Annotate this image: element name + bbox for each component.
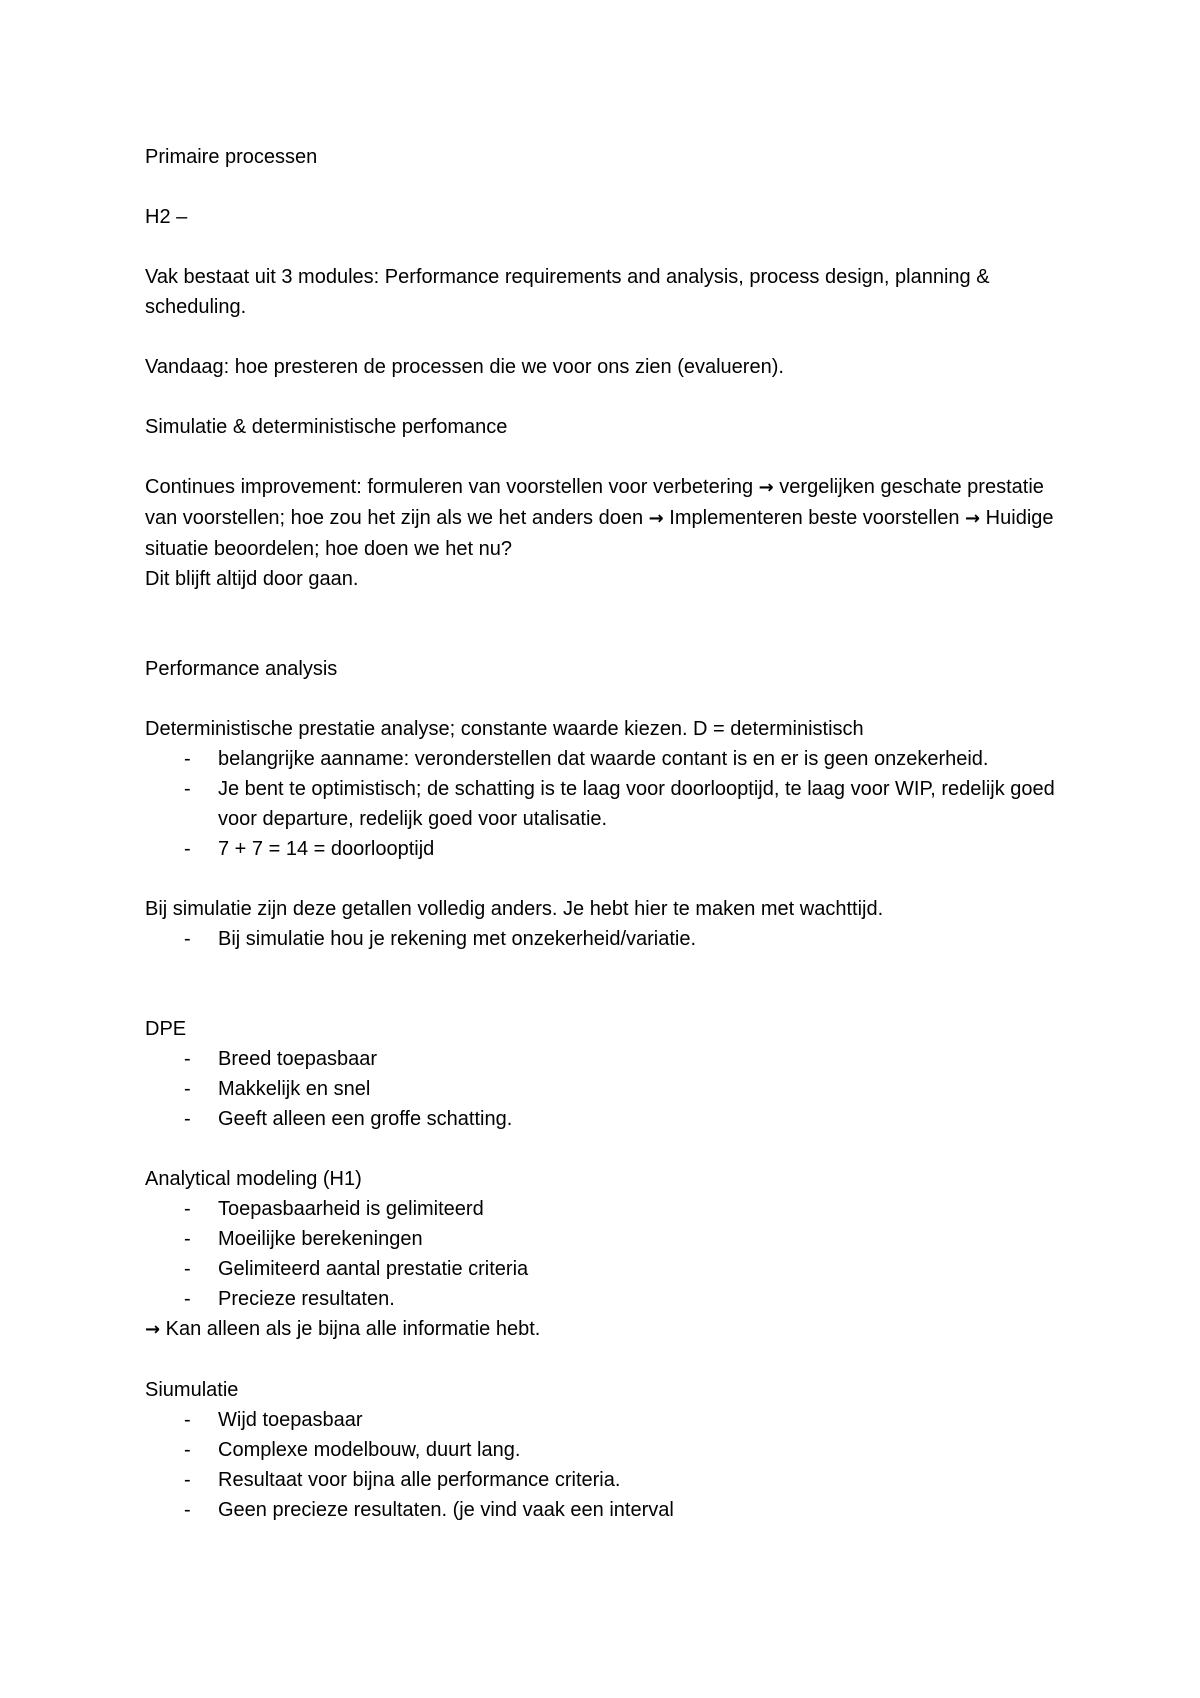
list-item: - Geeft alleen een groffe schatting. [145, 1104, 1075, 1134]
list-item: - Wijd toepasbaar [145, 1405, 1075, 1435]
list-item: - Breed toepasbaar [145, 1044, 1075, 1074]
list-item: - Precieze resultaten. [145, 1284, 1075, 1314]
list-item: - Resultaat voor bijna alle performance criteria. [145, 1465, 1075, 1495]
dpa-intro: Deterministische prestatie analyse; constante waarde kiezen. D = deterministisch [145, 718, 864, 740]
list-item: - Gelimiteerd aantal prestatie criteria [145, 1254, 1075, 1284]
document-page [145, 142, 1075, 1525]
list-item: - 7 + 7 = 14 = doorlooptijd [145, 834, 1075, 864]
arrow-right-icon: → [648, 508, 664, 529]
siumulatie-list [145, 1405, 1075, 1525]
arrow-right-icon: → [965, 508, 981, 529]
list-item: - belangrijke aanname: veronderstellen dat waarde contant is en er is geen onzekerheid. [145, 744, 1075, 774]
ci-last-line: Dit blijft altijd door gaan. [145, 568, 359, 590]
am-note-text: Kan alleen als je bijna alle informatie hebt. [160, 1318, 541, 1340]
ci-text-4: Huidige situatie beoordelen; hoe doen we het nu? [145, 507, 1054, 560]
list-item: - Geen precieze resultaten. (je vind vaak een interval [145, 1495, 1075, 1525]
chapter-label: H2 – [145, 206, 188, 228]
today-paragraph: Vandaag: hoe presteren de processen die we voor ons zien (evalueren). [145, 356, 784, 378]
simulation-list [145, 924, 1075, 954]
siumulatie-heading: Siumulatie [145, 1379, 239, 1401]
arrow-right-icon: → [758, 477, 774, 498]
list-item: - Bij simulatie hou je rekening met onzekerheid/variatie. [145, 924, 1075, 954]
analytical-modeling-list [145, 1194, 1075, 1314]
dpa-list [145, 744, 1075, 864]
simulation-heading: Simulatie & deterministische perfomance [145, 416, 508, 438]
list-item: - Complexe modelbouw, duurt lang. [145, 1435, 1075, 1465]
dpe-list [145, 1044, 1075, 1134]
dpe-heading: DPE [145, 1018, 187, 1040]
ci-text-1: Continues improvement: formuleren van voorstellen voor verbetering [145, 476, 759, 498]
simulation-intro: Bij simulatie zijn deze getallen volledig anders. Je hebt hier te maken met wachttijd. [145, 898, 884, 920]
ci-text-3: Implementeren beste voorstellen [663, 507, 966, 529]
list-item: - Je bent te optimistisch; de schatting is te laag voor doorlooptijd, te laag voor WIP, redelijk goed voor departure, redelijk goed voor utalisatie. [145, 774, 1075, 834]
analytical-modeling-note [145, 1314, 1075, 1345]
document-title: Primaire processen [145, 146, 318, 168]
intro-paragraph: Vak bestaat uit 3 modules: Performance requirements and analysis, process design, planning & scheduling. [145, 266, 996, 318]
list-item: - Toepasbaarheid is gelimiteerd [145, 1194, 1075, 1224]
arrow-right-icon: → [145, 1319, 161, 1340]
list-item: - Makkelijk en snel [145, 1074, 1075, 1104]
list-item: - Moeilijke berekeningen [145, 1224, 1075, 1254]
analytical-modeling-heading: Analytical modeling (H1) [145, 1168, 362, 1190]
ci-text-2: vergelijken geschate prestatie van voorstellen; hoe zou het zijn als we het anders doen [145, 476, 1044, 529]
performance-analysis-heading: Performance analysis [145, 658, 338, 680]
continuous-improvement-paragraph [145, 472, 1075, 594]
